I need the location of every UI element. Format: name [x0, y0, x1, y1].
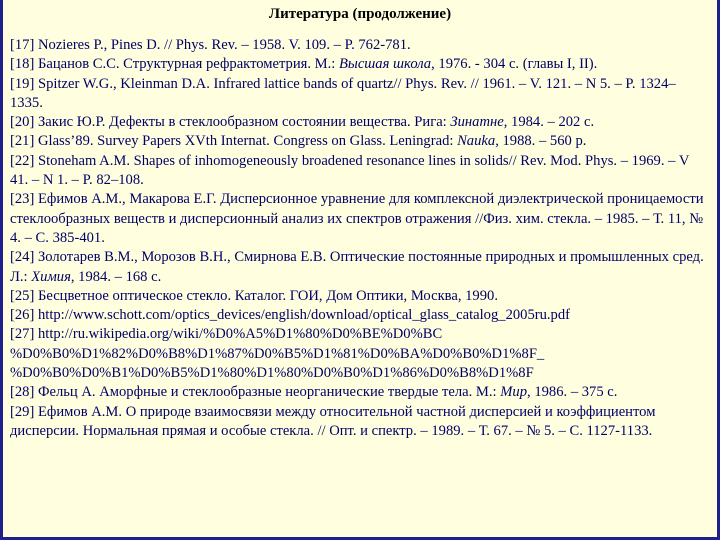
- publisher-italic: Высшая школа: [339, 56, 432, 73]
- reference-number: [17]: [10, 37, 35, 53]
- reference-number: [20]: [10, 114, 35, 131]
- reference-number: [19]: [10, 75, 35, 92]
- reference-20: [10, 113, 705, 132]
- reference-list: [10, 36, 705, 441]
- publisher-italic: Nauka: [457, 133, 496, 150]
- reference-25: [10, 287, 705, 306]
- reference-number: [26]: [10, 307, 35, 324]
- reference-number: [24]: [10, 249, 35, 266]
- publisher-italic: Зинатне: [450, 114, 504, 131]
- reference-text: Бацанов С.С. Структурная рефрактометрия. М.:: [34, 56, 340, 73]
- reference-28: [10, 383, 705, 402]
- reference-text-tail: , 1984. – 168 с.: [70, 268, 162, 285]
- reference-number: [29]: [10, 403, 35, 420]
- publisher-italic: Химия: [31, 268, 71, 285]
- reference-text: Ефимов А.М., Макарова Е.Г. Дисперсионное уравнение для комплексной диэлектрической проницаемости стеклообразных веществ и дисперсионный анализ их спектров отражения //Физ. хим. стекла. – 1985. – Т. 11, № 4. – С. 385-401.: [10, 191, 704, 246]
- reference-text: Ефимов А.М. О природе взаимосвязи между относительной частной дисперсией и коэффициентом дисперсии. Нормальная прямая и особые стекла. // Опт. и спектр. – 1989. – Т. 67. – № 5. – С. 1127-1133.: [10, 403, 656, 439]
- reference-text: Золотарев В.М., Морозов В.Н., Смирнова Е.В. Оптические постоянные природных и промышленных сред. Л.:: [10, 249, 704, 285]
- reference-text: Glass’89. Survey Papers XVth Internat. Congress on Glass. Leningrad:: [34, 133, 458, 150]
- reference-19: [10, 75, 705, 114]
- publisher-italic: Мир: [500, 384, 528, 401]
- reference-text: Stoneham A.M. Shapes of inhomogeneously broadened resonance lines in solids// Rev. Mod. Phys. – 1969. – V 41. – N 1. – P. 82–108.: [10, 152, 690, 189]
- reference-text-tail: , 1984. – 202 с.: [503, 114, 595, 131]
- reference-text: Nozieres P., Pines D. // Phys. Rev. – 1958. V. 109. – P. 762-781.: [34, 37, 411, 53]
- reference-number: [22]: [10, 152, 35, 169]
- reference-26: [10, 306, 705, 325]
- reference-23: [10, 190, 705, 248]
- reference-text-tail: , 1988. – 560 p.: [495, 133, 587, 150]
- reference-27: [10, 325, 705, 383]
- reference-text-tail: , 1986. – 375 с.: [527, 384, 618, 401]
- reference-url-line-2: %D0%B0%D1%82%D0%B8%D1%87%D0%B5%D1%81%D0%BA%D0%B0%D1%8F_: [10, 345, 545, 362]
- reference-29: [10, 403, 705, 442]
- page-title: Литература (продолжение): [268, 6, 452, 22]
- reference-number: [27]: [10, 326, 35, 343]
- reference-17: [10, 36, 705, 55]
- reference-number: [25]: [10, 287, 35, 304]
- reference-url: http://ru.wikipedia.org/wiki/%D0%A5%D1%80%D0%BE%D0%BC: [34, 326, 443, 343]
- reference-number: [18]: [10, 56, 35, 73]
- reference-text: Бесцветное оптическое стекло. Каталог. ГОИ, Дом Оптики, Москва, 1990.: [34, 287, 498, 304]
- reference-22: [10, 152, 705, 191]
- reference-text: Фельц А. Аморфные и стеклообразные неорганические твердые тела. М.:: [34, 384, 501, 401]
- reference-number: [23]: [10, 191, 35, 208]
- reference-url: http://www.schott.com/optics_devices/english/download/optical_glass_catalog_2005ru.pdf: [34, 307, 571, 324]
- reference-21: [10, 132, 705, 151]
- reference-url-line-3: %D0%B0%D0%B1%D0%B5%D1%80%D1%80%D0%B0%D1%86%D0%B8%D1%8F: [10, 365, 534, 382]
- reference-text: Закис Ю.Р. Дефекты в стеклообразном состоянии вещества. Рига:: [34, 114, 451, 131]
- reference-text-tail: , 1976. - 304 с. (главы I, II).: [431, 56, 598, 73]
- reference-18: [10, 55, 705, 74]
- reference-text: Spitzer W.G., Kleinman D.A. Infrared lattice bands of quartz// Phys. Rev. // 1961. – V. 121. – N 5. – P. 1324–1335.: [10, 75, 676, 111]
- reference-number: [28]: [10, 384, 35, 401]
- reference-24: [10, 248, 705, 287]
- reference-number: [21]: [10, 133, 35, 150]
